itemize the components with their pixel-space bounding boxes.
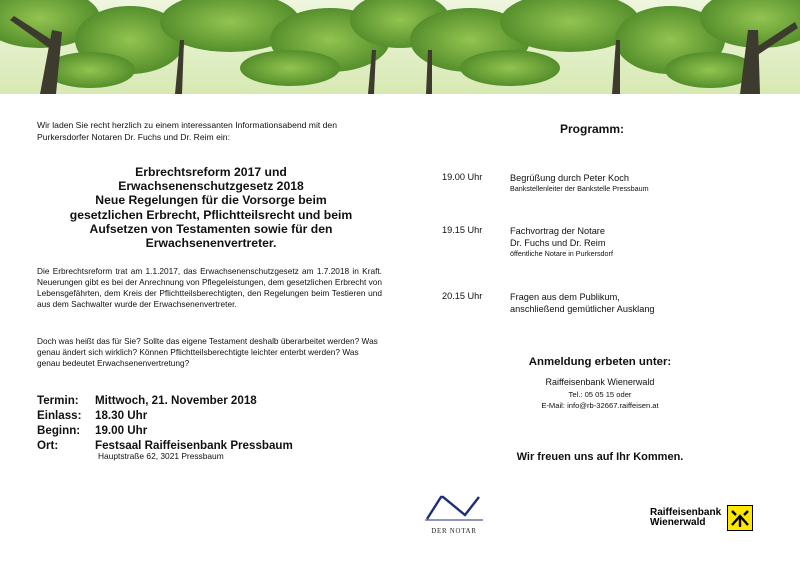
body-paragraph-reform: Die Erbrechtsreform trat am 1.1.2017, das Erwachsenenschutzgesetz am 1.7.2018 in Kraft. Neuerungen gibt es bei der Anrechnung von Pflegeleistungen, dem gesetzlichen Erbrecht von Lebensgefährten, dem Kreis der Pflichtteilsberechtigten, den Regelungen beim Testieren und aus dem Sachwalter wurde der Erwachsenenvertreter. (37, 266, 382, 310)
program-text: Fragen aus dem Publikum, (510, 292, 620, 302)
fact-value: 18.30 Uhr (95, 409, 148, 422)
intro-text: Wir laden Sie recht herzlich zu einem interessanten Informationsabend mit den Purkersdorfer Notaren Dr. Fuchs und Dr. Reim ein: (37, 120, 337, 142)
registration-org: Raiffeisenbank Wienerwald (545, 377, 655, 387)
registration-title: Anmeldung erbeten unter: (528, 356, 672, 368)
body-paragraph-questions: Doch was heißt das für Sie? Sollte das eigene Testament deshalb überarbeitet werden? Was genau ändert sich wirklich? Können Pflichtteilsberechtigte leichter enterbt werden? Was genau bedeutet Erwachsenenvertretung? (37, 336, 378, 369)
raiffeisen-name: Raiffeisenbank (650, 506, 722, 518)
event-facts (37, 393, 293, 453)
fact-label: Termin: (37, 394, 79, 407)
tree-banner-image (0, 0, 800, 94)
headline-line: gesetzlichen Erbrecht, Pflichtteilsrecht und beim (69, 207, 353, 222)
fact-value: Mittwoch, 21. November 2018 (95, 394, 257, 407)
fact-label: Einlass: (37, 409, 82, 422)
venue-address: Hauptstraße 62, 3021 Pressbaum (98, 451, 224, 461)
headline (28, 165, 394, 250)
fact-label: Ort: (37, 439, 59, 452)
program-text: Begrüßung durch Peter Koch (510, 173, 629, 183)
registration-phone: Tel.: 05 05 15 oder (568, 390, 632, 399)
notar-logo (425, 495, 483, 535)
headline-line: Erwachsenenvertreter. (145, 236, 277, 251)
raiffeisen-gable-cross-icon (727, 505, 753, 531)
headline-line: Neue Regelungen für die Vorsorge beim (95, 193, 327, 208)
program-text: Dr. Fuchs und Dr. Reim (510, 238, 606, 248)
notar-logo-icon (425, 495, 483, 521)
registration-email: E-Mail: info@rb-32667.raiffeisen.at (541, 401, 659, 410)
program-title: Programm: (560, 122, 625, 136)
fact-termin (37, 393, 293, 408)
program-text: Fachvortrag der Notare (510, 226, 605, 236)
fact-einlass (37, 408, 293, 423)
fact-value: Festsaal Raiffeisenbank Pressbaum (95, 439, 293, 452)
program-text: anschließend gemütlicher Ausklang (510, 304, 655, 314)
program-subtext: Bankstellenleiter der Bankstelle Pressbaum (510, 184, 649, 193)
raiffeisen-region: Wienerwald (650, 517, 706, 528)
fact-beginn (37, 423, 293, 438)
notar-logo-text: DER NOTAR (431, 528, 477, 535)
fact-value: 19.00 Uhr (95, 424, 148, 437)
closing-text: Wir freuen uns auf Ihr Kommen. (516, 451, 684, 463)
program-time: 19.15 Uhr (442, 225, 483, 235)
program-time: 20.15 Uhr (442, 291, 483, 301)
headline-line: Aufsetzen von Testamenten sowie für den (89, 221, 333, 236)
fact-label: Beginn: (37, 424, 81, 437)
headline-line: Erwachsenenschutzgesetz 2018 (118, 179, 304, 194)
raiffeisen-logo (650, 505, 753, 531)
headline-line: Erbrechtsreform 2017 und (135, 165, 287, 179)
program-subtext: öffentliche Notare in Purkersdorf (510, 249, 613, 258)
program-time: 19.00 Uhr (442, 172, 483, 182)
